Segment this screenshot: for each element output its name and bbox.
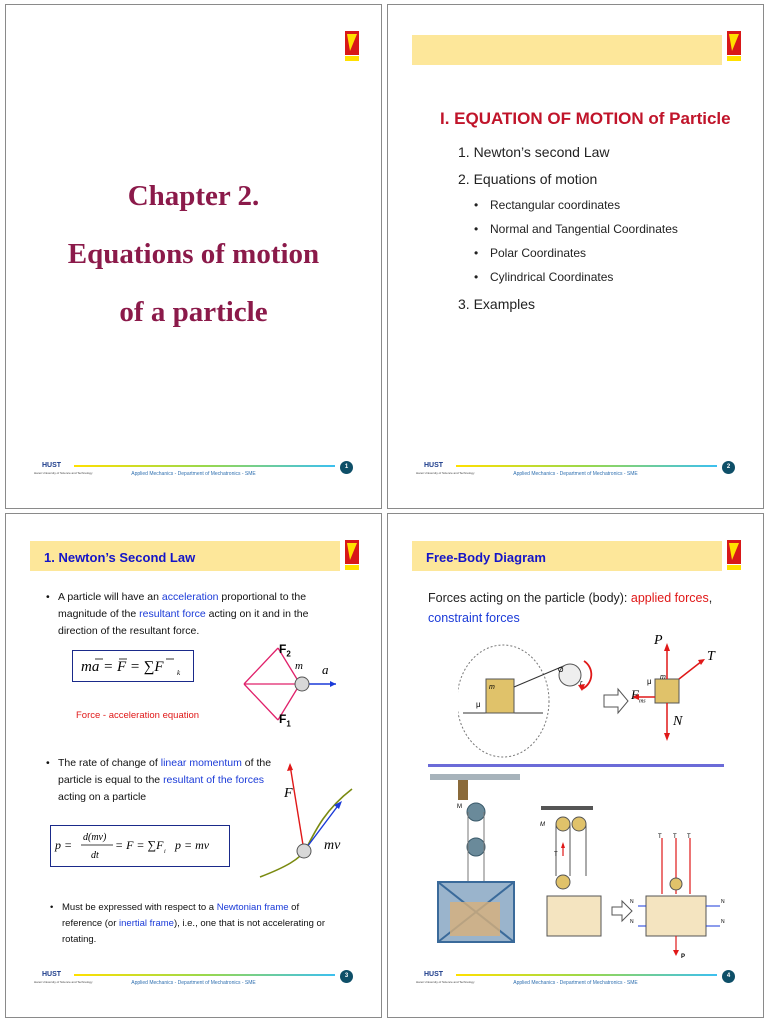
label-P-small: P <box>681 954 686 960</box>
bullet-newton-law <box>58 589 348 640</box>
term-applied-forces: applied forces <box>630 591 709 605</box>
footer-text: Applied Mechanics - Department of Mechatronics - SME <box>513 471 638 477</box>
slide-footer <box>34 462 353 482</box>
block-pulley-diagram <box>458 639 748 769</box>
label-a: a <box>322 662 329 677</box>
svg-text:dt: dt <box>91 850 99 861</box>
toc-subitem-4: • Cylindrical Coordinates <box>490 270 613 284</box>
svg-text:p =: p = <box>55 838 73 852</box>
label-T1: T <box>658 834 662 840</box>
footer-text: Applied Mechanics - Department of Mechatronics - SME <box>131 471 256 477</box>
text: of the particle is equal to the <box>58 757 272 786</box>
label-f1 <box>279 712 291 728</box>
text: The rate of change of <box>58 757 161 769</box>
slide-1 <box>5 4 382 509</box>
label-f2 <box>279 642 291 658</box>
bullet-momentum <box>58 755 278 806</box>
fbd-intro <box>428 588 748 628</box>
chapter-title <box>6 167 381 341</box>
hust-logo-subtitle: Hanoi University of Science and Technology <box>416 471 475 475</box>
hust-logo: HUST <box>424 462 444 469</box>
term-resultant-force: resultant force <box>139 608 206 620</box>
label-m: m <box>295 660 303 672</box>
label-T3: T <box>687 834 691 840</box>
slide-header-title: 1. Newton’s Second Law <box>44 550 196 565</box>
text: 1 <box>286 719 291 729</box>
text: ), i.e., one that is not accelerating or rotating. <box>62 918 325 945</box>
text: F <box>279 712 287 726</box>
term-acceleration: acceleration <box>161 591 219 603</box>
elevator-illustration <box>428 772 523 947</box>
svg-text:d(mv): d(mv) <box>83 832 107 843</box>
label-N4: N <box>721 919 725 925</box>
section-title: I. EQUATION OF MOTION of Particle <box>440 109 731 128</box>
slide-footer <box>416 462 735 482</box>
toc-subitem-3: • Polar Coordinates <box>490 246 586 260</box>
label-Fms <box>631 687 646 705</box>
label-mv: mv <box>324 838 341 853</box>
text: of reference (or <box>62 902 300 929</box>
equation-momentum <box>51 826 229 866</box>
label-N: N <box>673 714 683 729</box>
label-M-schematic: M <box>540 822 545 828</box>
text: proportional to the magnitude of the <box>58 591 307 620</box>
text: Forces acting on the particle (body): <box>428 591 631 605</box>
text: , <box>708 591 713 605</box>
hust-logo: HUST <box>42 971 62 978</box>
term-resultant-forces: resultant of the forces <box>163 774 265 786</box>
label-N3: N <box>721 899 725 905</box>
momentum-curve-diagram <box>256 759 356 884</box>
hust-logo-subtitle: Hanoi University of Science and Technology <box>416 980 475 984</box>
slide-footer <box>34 971 353 991</box>
footer-line <box>74 974 335 976</box>
label-T-schematic: T <box>554 852 558 858</box>
toc-item-2: 2. Equations of motion <box>458 171 598 187</box>
footer-line <box>456 465 717 467</box>
hust-logo: HUST <box>42 462 62 469</box>
svg-text:p = mv: p = mv <box>175 838 210 852</box>
slide-3 <box>5 513 382 1018</box>
label-m: m <box>489 684 495 691</box>
page-number: 3 <box>340 970 353 983</box>
text: A particle will have an <box>58 591 162 603</box>
divider <box>428 764 724 767</box>
toc-subitem-1: • Rectangular coordinates <box>490 198 620 212</box>
label-F: F <box>284 786 293 801</box>
footer-line <box>456 974 717 976</box>
slide-2 <box>387 4 764 509</box>
university-logo-icon <box>345 540 359 570</box>
hust-logo-subtitle: Hanoi University of Science and Technology <box>34 471 93 475</box>
footer-line <box>74 465 335 467</box>
university-logo-icon <box>727 31 741 61</box>
text: Must be expressed with respect to a <box>62 902 217 913</box>
text: acting on it and in the direction of the resultant force. <box>58 608 309 637</box>
text: acting on a particle <box>58 791 147 803</box>
page-number: 2 <box>722 461 735 474</box>
caption-force-acceleration: Force - acceleration equation <box>76 710 200 721</box>
university-logo-icon <box>345 31 359 61</box>
force-diagram <box>236 634 346 729</box>
chapter-title-text: Chapter 2. Equations of motion of a particle <box>67 180 320 328</box>
term-newtonian-frame: Newtonian frame <box>216 902 289 913</box>
university-logo-icon <box>727 540 741 570</box>
toc-item-3: 3. Examples <box>458 296 536 312</box>
toc-item-1: 1. Newton’s second Law <box>458 144 610 160</box>
term-linear-momentum: linear momentum <box>160 757 242 769</box>
label-T2: T <box>673 834 677 840</box>
label-mu: μ <box>476 700 481 709</box>
text: 2 <box>286 649 291 659</box>
label-T: T <box>707 649 715 664</box>
label-M-photo: M <box>457 804 462 810</box>
svg-text:ma = F = ∑F: ma = F = ∑F <box>81 659 164 675</box>
svg-text:i: i <box>164 849 166 855</box>
equation-box-momentum <box>50 825 230 867</box>
label-m-fbd: m <box>660 674 666 681</box>
slide-footer <box>416 971 735 991</box>
svg-text:k: k <box>177 669 181 677</box>
label-N2: N <box>630 919 634 925</box>
hust-logo: HUST <box>424 971 444 978</box>
label-o: O <box>558 667 564 674</box>
header-band <box>412 35 722 65</box>
text: F <box>279 642 287 656</box>
slide-header-title: Free-Body Diagram <box>426 550 546 565</box>
equation-ma-f <box>73 651 193 681</box>
slide-4 <box>387 513 764 1018</box>
hust-logo-subtitle: Hanoi University of Science and Technology <box>34 980 93 984</box>
page-number: 1 <box>340 461 353 474</box>
page-number: 4 <box>722 970 735 983</box>
label-P: P <box>654 633 663 648</box>
label-r: r <box>580 680 583 687</box>
footer-text: Applied Mechanics - Department of Mechatronics - SME <box>513 980 638 986</box>
bullet-newtonian-frame <box>62 900 332 948</box>
toc-subitem-2: • Normal and Tangential Coordinates <box>490 222 678 236</box>
text: F <box>631 687 639 702</box>
term-constraint-forces: constraint forces <box>428 611 520 625</box>
svg-text:= F = ∑F: = F = ∑F <box>115 838 164 852</box>
label-mu-fbd: μ <box>647 677 652 686</box>
label-N1: N <box>630 899 634 905</box>
term-inertial-frame: inertial frame <box>119 918 174 929</box>
footer-text: Applied Mechanics - Department of Mechatronics - SME <box>131 980 256 986</box>
equation-box-force <box>72 650 194 682</box>
text: ms <box>638 698 646 705</box>
